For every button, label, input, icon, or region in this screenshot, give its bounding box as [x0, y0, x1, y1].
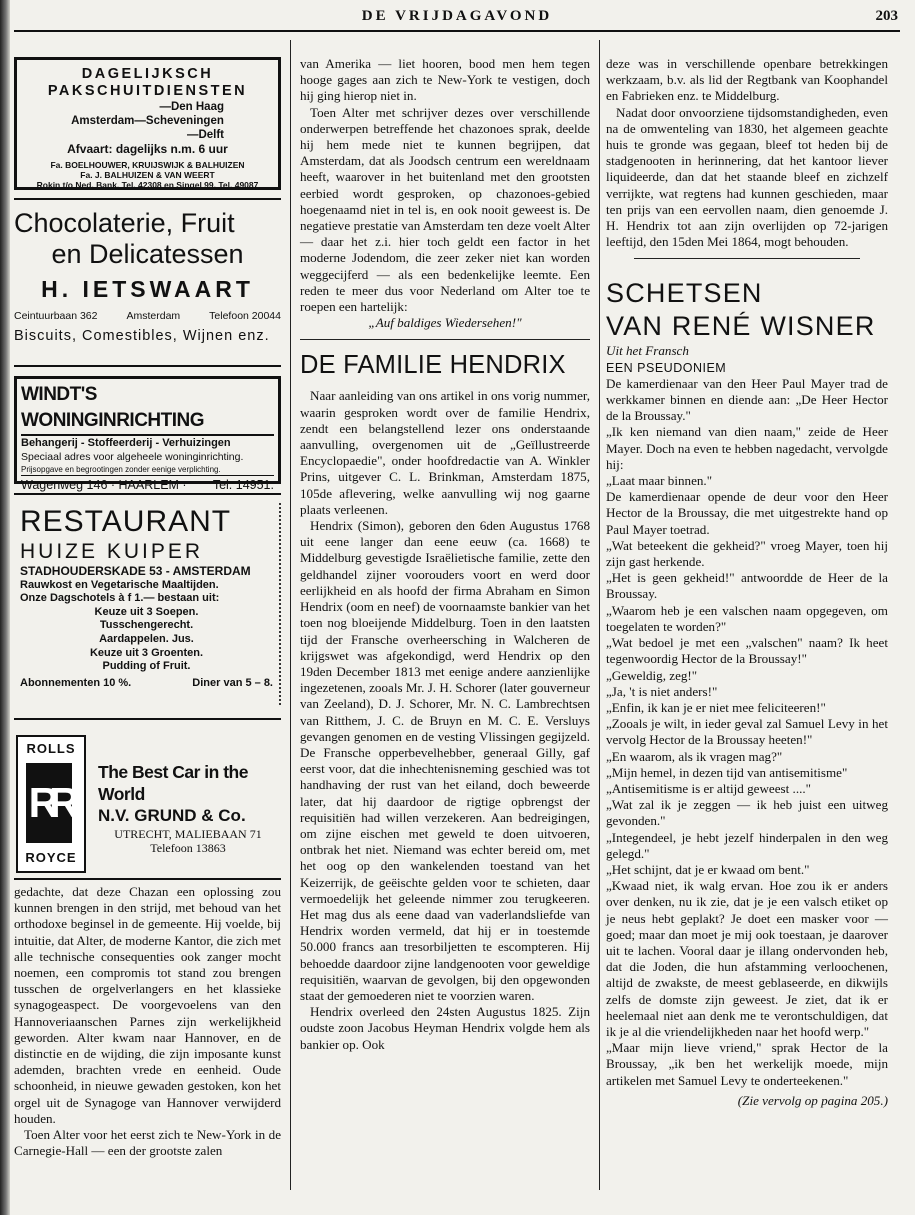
ad-ietswaart	[14, 207, 281, 357]
paragraph: gedachte, dat deze Chazan een oplossing zou kunnen brengen in den strijd, met behoud van het orthodoxe beginsel in de gemeente. Hij voelde, bij intuitie, dat Alter, de moderne Kantor, die zich met alle technische consequenties ook zanger mocht noemen, een compromis tot stand zou brengen tusschen de orgelverlangers en het klassieke synagogeaspect. De voorgevoelens van den Hannoveriaanschen Parnes zijn werkelijkheid geworden. Alter kwam naar Hannover, en de distinctie en de wijding, die zijn imposante kunst ademden, brachten vrede en eenheid. Oude schoonheid, in nieuwe gewaden gestoken, kon het orgel uit de Synagoge van Hannover verwijderd houden.	[14, 884, 281, 1126]
ad1-line: Fa. BOELHOUWER, KRUIJSWIJK & BALHUIZEN	[50, 160, 245, 170]
dialogue-line: „Geweldig, zeg!"	[606, 667, 698, 683]
dialogue-line: „Integendeel, je hebt jezelf hinderpalen in den weg gelegd."	[606, 829, 888, 861]
ad5-text	[98, 761, 278, 855]
publication-title: DE VRIJDAGAVOND	[361, 8, 553, 24]
dialogue-line: „Wat bedoel je met een „valschen" naam? Ik heet tegenwoordig Hector de la Broussay!"	[606, 635, 888, 667]
dialogue-line: „Ik ken niemand van dien naam," zeide de Heer Mayer. Doch na even te hebben nagedacht, vervolgde hij:	[606, 424, 888, 472]
dialogue-line: „Wat zal ik je zeggen — ik heb juist een uitweg gevonden."	[606, 797, 888, 829]
column-rule-1	[290, 40, 291, 1190]
article-heading-schetsen: SCHETSEN	[606, 278, 763, 309]
dialogue-line: „Wat beteekent die gekheid?" vroeg Mayer, toen hij zijn gast herkende.	[606, 537, 888, 570]
ad-divider	[14, 718, 281, 720]
ad4-footer	[20, 677, 273, 691]
column-2	[300, 56, 590, 1208]
ad4-line: Onze Dagschotels à f 1.— bestaan uit:	[20, 592, 220, 605]
ad3-address: Wagenweg 146 · HAARLEM ·	[21, 478, 187, 492]
section-title: EEN PSEUDONIEM	[606, 360, 727, 375]
ad4-dinner-hours: Diner van 5 – 8.	[192, 676, 273, 689]
dialogue-line: „Maar mijn lieve vriend," sprak Hector de la Broussay, „ik ben het werkelijk moede, mijn artikelen met Samuel Levy te onderteekenen."	[606, 1040, 888, 1088]
dialogue-line: „Waarom heb je een valschen naam opgegeven, om toegelaten te worden?"	[606, 602, 888, 634]
ad-divider	[14, 878, 281, 880]
column-rule-2	[599, 40, 600, 1190]
paragraph: Toen Alter voor het eerst zich te New-York in de Carnegie-Hall — een der grootste zalen	[14, 1127, 281, 1159]
ad4-line: Pudding of Fruit.	[102, 660, 191, 673]
article-subtitle: Uit het Fransch	[606, 343, 689, 359]
rr-monogram: RR	[26, 763, 72, 843]
dialogue-line: „Zooals je wilt, in ieder geval zal Samuel Levy in het vervolg Hector de la Broussay heeten!"	[606, 716, 888, 748]
ad2-addr-street: Ceintuurbaan 362	[14, 310, 98, 322]
ad2-addr-city: Amsterdam	[126, 310, 181, 322]
ad1-line: Amsterdam—Scheveningen	[71, 115, 224, 127]
ad-divider	[14, 198, 281, 200]
logo-text-bottom: ROYCE	[25, 850, 77, 865]
ad2-name: H. IETSWAART	[41, 276, 254, 302]
dialogue-line: „Ja, 't is niet anders!"	[606, 683, 718, 699]
ad3-line: Speciaal adres voor algeheele woninginrichting.	[21, 451, 244, 463]
dialogue-line: De kamerdienaar opende de deur voor den Heer Hector de la Broussay, die met uitgestrekte hand op Paul Mayer toetrad.	[606, 489, 888, 537]
paragraph: Naar aanleiding van ons artikel in ons vorig nummer, waarin gesproken wordt over de familie Hendrix, zendt een belangstellend lezer ons onderstaande aanvulling, overgenomen uit de „Geïllustreerde Encyclopaedie", onder hoofdredactie van A. Winkler Prins, uitgever C. L. Brinkman, Amsterdam 1875, 105de aflevering, welke aanvulling wij nog gaarne plaats verleenen.	[300, 388, 590, 517]
paragraph: Toen Alter met schrijver dezes over verschillende onderwerpen betreffende het chazonoes sprak, deelde hij hem mede niet te kunnen begrijpen, dat Amsterdam, dat als Joodsch centrum een wereldnaam heeft, waarover in het buitenland met den grootsten eerbied wordt gesproken, op chazonoes-gebied hoegenaamd niet in tel is, en ook nooit geweest is. De negatieve prestatie van Amsterdam ten deze voelt Alter — daar het z.i. hier toch geldt een factor in het moderne Jodendom, die zeer zeker niet kan worden weggecijferd — als een bedenkelijke leemte. Een reden te meer dus voor Nederland om Alter toe te roepen een hartelijk:	[300, 104, 590, 315]
ad-rolls-royce	[14, 733, 281, 875]
paragraph: Hendrix overleed den 24sten Augustus 1825. Zijn oudste zoon Jacobus Heyman Hendrix volgde hem als bankier op. Ook	[300, 1004, 590, 1052]
paragraph: deze was in verschillende openbare betrekkingen werkzaam, b.v. als lid der Regtbank van Koophandel en Fabrieken enz. te Middelburg.	[606, 56, 888, 104]
dialogue-line: „Antisemitisme is er altijd geweest ...."	[606, 780, 811, 796]
ad2-goods: Biscuits, Comestibles, Wijnen enz.	[14, 328, 270, 344]
section-divider	[300, 339, 590, 340]
ad4-subscriptions: Abonnementen 10 %.	[20, 676, 132, 689]
ad4-line: Keuze uit 3 Soepen.	[94, 605, 199, 618]
dialogue-line: „Het schijnt, dat je er kwaad om bent."	[606, 861, 810, 877]
page-spine-shadow	[0, 0, 10, 1215]
ad1-line: Afvaart: dagelijks n.m. 6 uur	[67, 142, 228, 156]
paragraph: van Amerika — liet hooren, bood men hem tegen hooge gages aan zich te New-York te vestigen, doch hij ging hierop niet in.	[300, 56, 590, 104]
ad3-contact	[21, 475, 274, 494]
ad2-addr-tel: Telefoon 20044	[209, 310, 281, 322]
dialogue-line: „Mijn hemel, in dezen tijd van antisemitisme"	[606, 764, 848, 780]
ad4-line: Tusschengerecht.	[99, 619, 194, 632]
paragraph: Nadat door onvoorziene tijdsomstandigheden, even na de omwenteling van 1830, het algemeen geachte huis te gronde was gegaan, bleef tot heden bij de stadgenooten in herinnering, dat het kantoor liever liquideerde, dan dat het staande bleef en zichzelf verrijkte, wat regtens had kunnen geschieden, maar ten prijs van een eervollen naam, dien genoemde J. H. Hendrix tot aan zijn overlijden op 72-jarigen leeftijd, den 15den Mei 1864, mogt behouden.	[606, 104, 888, 250]
page-number: 203	[875, 8, 898, 24]
dialogue-line: De kamerdienaar van den Heer Paul Mayer trad de werkkamer binnen en diende aan: „De Heer Hector de la Broussay."	[606, 375, 888, 424]
ad1-line: DAGELIJKSCH	[81, 66, 214, 82]
closing-quote: „Auf baldiges Wiedersehen!"	[368, 315, 522, 331]
ad4-subtitle: HUIZE KUIPER	[20, 540, 204, 563]
ad2-heading: en Delicatessen	[51, 239, 244, 269]
ad3-title: WINDT'S WONINGINRICHTING	[21, 382, 274, 436]
ad3-line: Behangerij - Stoffeerderij - Verhuizingen	[21, 437, 231, 449]
logo-text-top: ROLLS	[26, 741, 76, 756]
section-divider	[634, 258, 860, 259]
ad2-heading: Chocolaterie, Fruit	[14, 208, 235, 238]
ad1-line: PAKSCHUITDIENSTEN	[47, 83, 248, 99]
ad1-line: —Delft	[186, 129, 224, 141]
ad1-line: Rokin t/o Ned. Bank. Tel. 42308 en Singel 99, Tel. 49087	[36, 180, 259, 190]
continued-note: (Zie vervolg op pagina 205.)	[737, 1092, 888, 1108]
paragraph: Hendrix (Simon), geboren den 6den Augustus 1768 uit eene langer dan eene eeuw (ca. 1668) te Middelburg gevestigde Israëlietische familie, zette den geldhandel zijner voorouders voort en werd door eerlijkheid en als hoofd der firma Abraham en Simon Hendrix (oom en neef) de voornaamste bankier van het toen nog bloeijende Middelburg. Toen in den laatsten tijd der Fransche overheersching in Walcheren de krijgswet was afgekondigd, werd Hendrix op den 19den December 1813 met eenige andere aanzienlijke ingezetenen, zooals Mr. J. H. Schorer (later gouverneur van Zeeland), D. J. Schorer, Mr. N. C. Lambrechtsen van Ritthem, J. C. de Bruyn en M. C. E. Versluys gevangen genomen en de vesting Vlissingen gegijzeld. De Fransche opperbevelhebber, generaal Gilly, gaf eerst voor, dat die inhechtenisneming geschied was tot handhaving der rust van het eiland, doch beweerde later, dat hij daardoor de rigtige opbrengst der requisitiën had willen verzekeren. Aan bedreigingen, om zijne eischen met geweld te doen uitvoeren, ontbrak het niet. Niemand was echter bereid om, met het oog op den wankelenden toestand van het Keizerrijk, de geëischte gelden voor te schieten, daar vermoedelijk het geleende nimmer zou terugkeeren. Het mag dus als eene daad van vaderlandsliefde van Hendrix worden vermeld, dat hij er in toestemde 50.000 francs aan tresorbiljetten te escompteren. Hij behoedde daardoor zijne landgenooten voor geweldige requisitiën, waarvan de gevolgen, bij den opgewonden staat der gemoederen niet te voorzien waren.	[300, 518, 590, 1003]
ad-pakschuitdiensten	[14, 57, 281, 190]
dialogue-line: „Laat maar binnen."	[606, 473, 713, 489]
ad5-slogan: The Best Car in the World	[98, 762, 248, 804]
ad5-company: N.V. GRUND & Co.	[98, 806, 246, 825]
page-header	[14, 8, 900, 32]
column-3	[606, 56, 888, 1208]
ad-restaurant-huize-kuiper	[14, 503, 281, 705]
dialogue-line: „Het is geen gekheid!" antwoordde de Heer de la Broussay.	[606, 570, 888, 602]
ad3-telephone: Tel. 14951.	[212, 478, 274, 492]
dialogue-line: „Enfin, ik kan je er niet mee feliciteeren!"	[606, 699, 826, 715]
ad-divider	[14, 493, 281, 495]
article-heading-familie-hendrix: DE FAMILIE HENDRIX	[300, 351, 566, 380]
ad-windts-woninginrichting	[14, 376, 281, 492]
column-1-article-text	[14, 884, 281, 1209]
ad3-line: Prijsopgave en begrootingen zonder eenige verplichting.	[21, 465, 221, 474]
ad-divider	[14, 365, 281, 367]
ad4-line: Rauwkost en Vegetarische Maaltijden.	[20, 578, 219, 591]
ad4-line: Aardappelen. Jus.	[99, 632, 194, 645]
dialogue-line: „Kwaad niet, ik walg ervan. Hoe zou ik er anders over denken, nu ik zie, dat je je een valsch etiket op je neus hebt geplakt? Je doet een masker voor — goed; maar dan moet je mij ook toestaan, je daarover uit te lachen. Vooral daar je illang ondervonden heb, dat die Joden, die hun afstamming verloochenen, altijd de zwakste, de meest geblaseerde, en dikwijls zelfs de domste zijn geweest. Je ziet, dat ik er heelemaal niet aan denk me te verontschuldigen, dat ik je al die vriendelijkheden naar het hoofd werp."	[606, 878, 888, 1039]
ad4-address: STADHOUDERSKADE 53 - AMSTERDAM	[20, 564, 251, 578]
ad4-title: RESTAURANT	[20, 505, 232, 538]
ad5-telephone: Telefoon 13863	[150, 841, 226, 855]
article-heading-rene-wisner: VAN RENÉ WISNER	[606, 311, 876, 342]
ad5-address: UTRECHT, MALIEBAAN 71	[114, 827, 262, 841]
rolls-royce-logo	[16, 735, 86, 873]
ad1-line: —Den Haag	[159, 101, 224, 113]
dialogue-line: „En waarom, als ik vragen mag?"	[606, 748, 783, 764]
ad2-address	[14, 309, 281, 323]
ad4-line: Keuze uit 3 Groenten.	[89, 646, 204, 659]
ad1-line: Fa. J. BALHUIZEN & VAN WEERT	[80, 170, 215, 180]
